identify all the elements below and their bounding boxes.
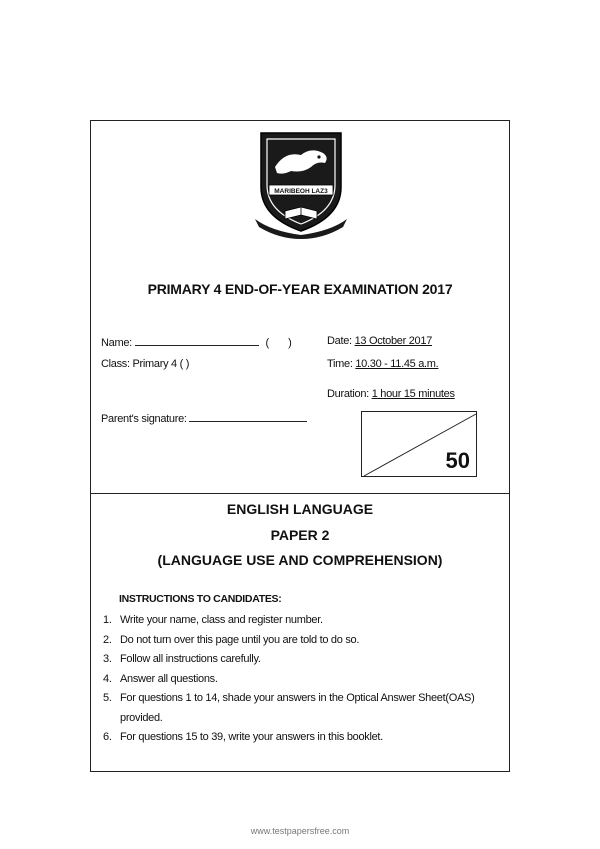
- date-label: Date:: [327, 335, 352, 347]
- duration-field: [327, 388, 455, 400]
- subject-heading: ENGLISH LANGUAGE: [226, 501, 374, 517]
- signature-blank-line[interactable]: [189, 411, 307, 422]
- name-blank-line[interactable]: [135, 335, 259, 346]
- class-field: Class: Primary 4 ( ): [101, 358, 190, 370]
- time-field: [327, 358, 438, 370]
- total-marks: 50: [445, 448, 470, 473]
- instruction-item: 3. Follow all instructions carefully.: [103, 653, 261, 665]
- register-number-brackets: ( ): [265, 337, 292, 349]
- footer-watermark: www.testpapersfree.com: [250, 826, 350, 836]
- instruction-item: 4. Answer all questions.: [103, 672, 218, 685]
- parent-signature-field[interactable]: [101, 411, 307, 425]
- time-value: 10.30 - 11.45 a.m.: [355, 358, 439, 370]
- name-field[interactable]: [101, 335, 291, 349]
- date-field: [327, 335, 432, 347]
- paper-heading: PAPER 2: [270, 527, 330, 543]
- date-value: 13 October 2017: [354, 335, 433, 347]
- school-crest-logo: [251, 127, 351, 239]
- exam-title: PRIMARY 4 END-OF-YEAR EXAMINATION 2017: [147, 281, 453, 297]
- svg-text:MARIBEOH LAZ3: MARIBEOH LAZ3: [274, 188, 328, 195]
- signature-label: Parent's signature:: [101, 413, 187, 425]
- score-box[interactable]: [361, 411, 477, 477]
- instruction-item: 6. For questions 15 to 39, write your answers in this booklet.: [103, 731, 383, 743]
- name-label: Name:: [101, 337, 132, 349]
- instruction-item: 5. For questions 1 to 14, shade your answers in the Optical Answer Sheet(OAS) provided.: [103, 692, 475, 724]
- duration-value: 1 hour 15 minutes: [371, 388, 455, 400]
- time-label: Time:: [327, 358, 353, 370]
- instruction-item: 1. Write your name, class and register number.: [103, 614, 323, 626]
- instructions-heading: INSTRUCTIONS TO CANDIDATES:: [119, 593, 282, 605]
- instruction-item: 2. Do not turn over this page until you are told to do so.: [103, 633, 360, 646]
- paper-subtitle: (LANGUAGE USE AND COMPREHENSION): [157, 552, 443, 568]
- exam-cover-sheet: [90, 120, 510, 772]
- duration-label: Duration:: [327, 388, 369, 400]
- section-divider: [91, 493, 509, 494]
- instructions-list: [103, 611, 503, 748]
